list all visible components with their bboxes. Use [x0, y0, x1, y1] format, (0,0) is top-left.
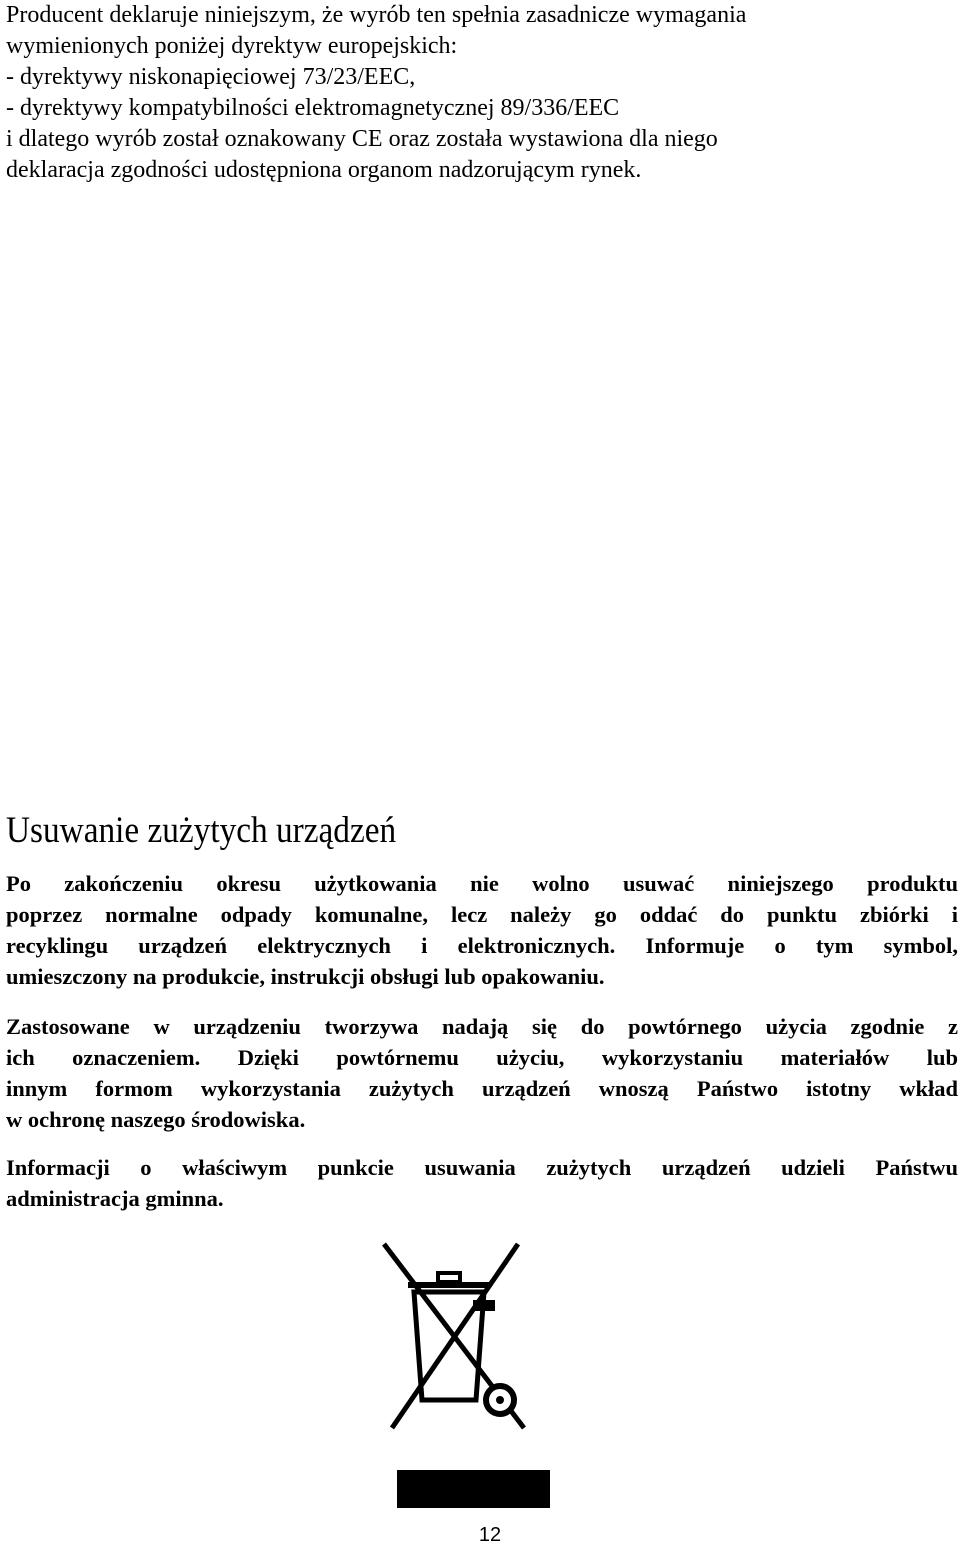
declaration-line: Producent deklaruje niniejszym, że wyrób ten spełnia zasadnicze wymagania [6, 2, 747, 28]
section-title: Usuwanie zużytych urządzeń [6, 810, 397, 851]
paragraph-line: umieszczony na produkcie, instrukcji obsługi lub opakowaniu. [6, 964, 605, 989]
paragraph-line: Po zakończeniu okresu użytkowania nie wolno usuwać niniejszego produktu [6, 871, 958, 896]
bin-wheel-hub [496, 1396, 504, 1404]
disposal-paragraph-2 [6, 1011, 958, 1135]
paragraph-line: Zastosowane w urządzeniu tworzywa nadają się do powtórnego użycia zgodnie z [6, 1014, 958, 1039]
declaration-line: - dyrektywy kompatybilności elektromagnetycznej 89/336/EEC [6, 95, 620, 121]
paragraph-line: w ochronę naszego środowiska. [6, 1107, 306, 1132]
declaration-line: deklaracja zgodności udostępniona organom nadzorującym rynek. [6, 157, 642, 183]
declaration-line: - dyrektywy niskonapięciowej 73/23/EEC, [6, 64, 416, 90]
bin-handle [438, 1273, 460, 1282]
solid-bar-marking [397, 1470, 550, 1508]
paragraph-line: Informacji o właściwym punkcie usuwania zużytych urządzeń udzieli Państwu [6, 1155, 958, 1180]
declaration-line: wymienionych poniżej dyrektyw europejskich: [6, 33, 458, 59]
crossed-out-wheelie-bin-icon [378, 1240, 534, 1434]
disposal-paragraph-3 [6, 1152, 958, 1214]
disposal-paragraph-1 [6, 868, 958, 992]
paragraph-line: ich oznaczeniem. Dzięki powtórnemu użyciu, wykorzystaniu materiałów lub [6, 1045, 958, 1070]
declaration-line: i dlatego wyrób został oznakowany CE oraz została wystawiona dla niego [6, 126, 718, 152]
paragraph-line: poprzez normalne odpady komunalne, lecz należy go oddać do punktu zbiórki i [6, 902, 958, 927]
page-number: 12 [478, 1524, 502, 1546]
paragraph-line: administracja gminna. [6, 1186, 224, 1211]
paragraph-line: recyklingu urządzeń elektrycznych i elektronicznych. Informuje o tym symbol, [6, 933, 958, 958]
ce-declaration [6, 0, 946, 186]
paragraph-line: innym formom wykorzystania zużytych urządzeń wnoszą Państwo istotny wkład [6, 1076, 958, 1101]
